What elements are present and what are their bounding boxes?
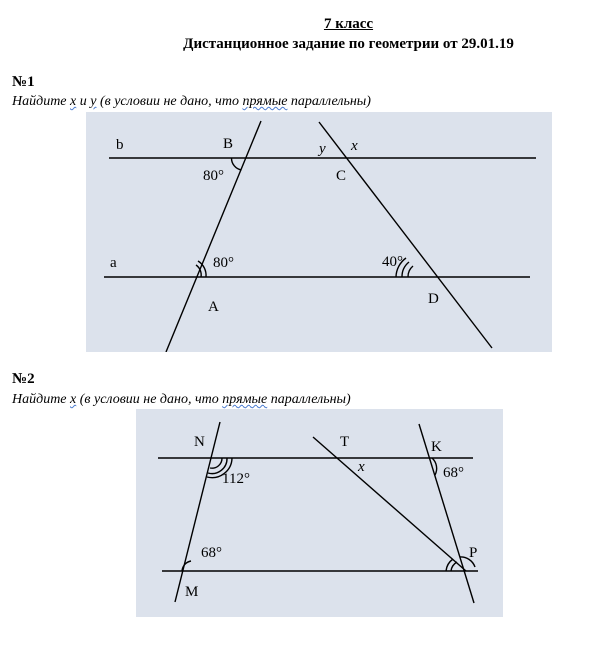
label-y: y xyxy=(319,141,326,157)
problem1-task: Найдите x и y (в условии не дано, что прямые параллельны) xyxy=(12,94,371,109)
label-M: M xyxy=(185,584,199,600)
label-D: D xyxy=(428,291,439,307)
label-angle-K: 68° xyxy=(443,465,464,481)
grade-title: 7 класс xyxy=(323,16,374,32)
label-a: a xyxy=(110,255,117,271)
label-angle-B: 80° xyxy=(203,168,224,184)
label-B: B xyxy=(223,136,234,152)
label-angle-M: 68° xyxy=(201,545,222,561)
problem2-number: №2 xyxy=(12,371,35,387)
label-N: N xyxy=(194,434,205,450)
label-b: b xyxy=(116,137,124,153)
label-K: K xyxy=(431,439,442,455)
problem1-figure xyxy=(86,112,552,352)
label-angle-D: 40° xyxy=(382,254,403,270)
label-C: C xyxy=(336,168,347,184)
label-x: x xyxy=(351,138,358,154)
problem1-number: №1 xyxy=(12,74,35,90)
label-angle-A: 80° xyxy=(213,255,234,271)
assignment-title: Дистанционное задание по геометрии от 29.01.19 xyxy=(183,36,514,52)
problem2-figure xyxy=(136,409,503,617)
label-angle-N: 112° xyxy=(222,471,250,487)
problem2-task: Найдите x (в условии не дано, что прямые параллельны) xyxy=(12,392,351,407)
label-T: T xyxy=(340,434,350,450)
label-P: P xyxy=(469,545,478,561)
label-x2: x xyxy=(358,459,365,475)
label-A: A xyxy=(208,299,219,315)
